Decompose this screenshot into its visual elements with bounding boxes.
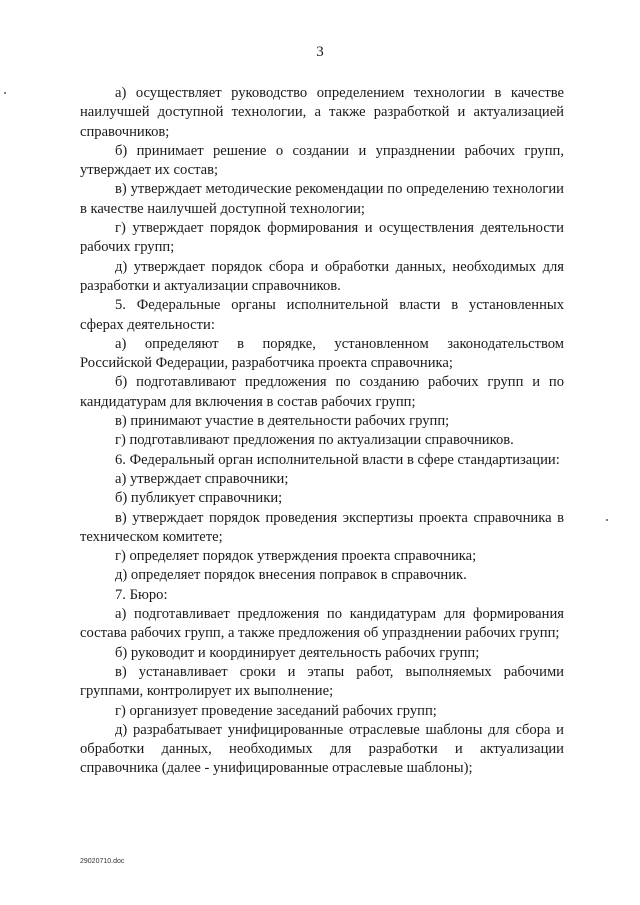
paragraph-6a: а) утверждает справочники;	[115, 470, 289, 487]
paragraph-5: 5. Федеральные органы исполнительной власти в установленных сферах деятельности:	[80, 297, 564, 333]
paragraph-6b: б) публикует справочники;	[115, 490, 283, 507]
paragraph-2a: а) осуществляет руководство определением технологии в качестве наилучшей доступной технологии, а также разработкой и актуализацией справочников;	[80, 85, 564, 140]
paragraph-5c: в) принимают участие в деятельности рабочих групп;	[115, 413, 450, 430]
paragraph-2b: б) принимает решение о создании и упразднении рабочих групп, утверждает их состав;	[80, 142, 564, 179]
scan-speck	[606, 519, 608, 521]
paragraph-6c: в) утверждает порядок проведения экспертизы проекта справочника в техническом комитете;	[80, 509, 564, 545]
page-number: 3	[316, 44, 324, 60]
paragraph-7d: г) организует проведение заседаний рабочих групп;	[115, 702, 437, 719]
paragraph-5d: г) подготавливают предложения по актуализации справочников.	[115, 432, 514, 449]
paragraph-7b: б) руководит и координирует деятельность рабочих групп;	[115, 644, 480, 661]
paragraph-7c: в) устанавливает сроки и этапы работ, выполняемых рабочими группами, контролирует их выполнение;	[80, 663, 564, 700]
paragraph-6d: г) определяет порядок утверждения проекта справочника;	[115, 548, 477, 565]
paragraph-7: 7. Бюро:	[115, 586, 168, 603]
footer-filename: 29020710.doc	[80, 858, 125, 865]
paragraph-2d: г) утверждает порядок формирования и осуществления деятельности рабочих групп;	[80, 220, 564, 256]
paragraph-5a: а) определяют в порядке, установленном законодательством Российской Федерации, разработчика проекта справочника;	[80, 335, 564, 372]
paragraph-6e: д) определяет порядок внесения поправок в справочник.	[115, 567, 467, 584]
document-body	[80, 84, 564, 779]
paragraph-2c: в) утверждает методические рекомендации по определению технологии в качестве наилучшей доступной технологии;	[80, 181, 564, 217]
paragraph-6: 6. Федеральный орган исполнительной власти в сфере стандартизации:	[115, 451, 560, 468]
paragraph-2e: д) утверждает порядок сбора и обработки данных, необходимых для разработки и актуализации справочников.	[80, 258, 564, 294]
paragraph-7e: д) разрабатывает унифицированные отраслевые шаблоны для сбора и обработки данных, необходимых для разработки и актуализации справочника (далее - унифицированные отраслевые шаблоны);	[80, 721, 564, 777]
scan-speck	[4, 92, 6, 94]
paragraph-5b: б) подготавливают предложения по созданию рабочих групп и по кандидатурам для включения в состав рабочих групп;	[80, 374, 564, 410]
paragraph-7a: а) подготавливает предложения по кандидатурам для формирования состава рабочих групп, а также предложения об упразднении рабочих групп;	[80, 606, 564, 642]
